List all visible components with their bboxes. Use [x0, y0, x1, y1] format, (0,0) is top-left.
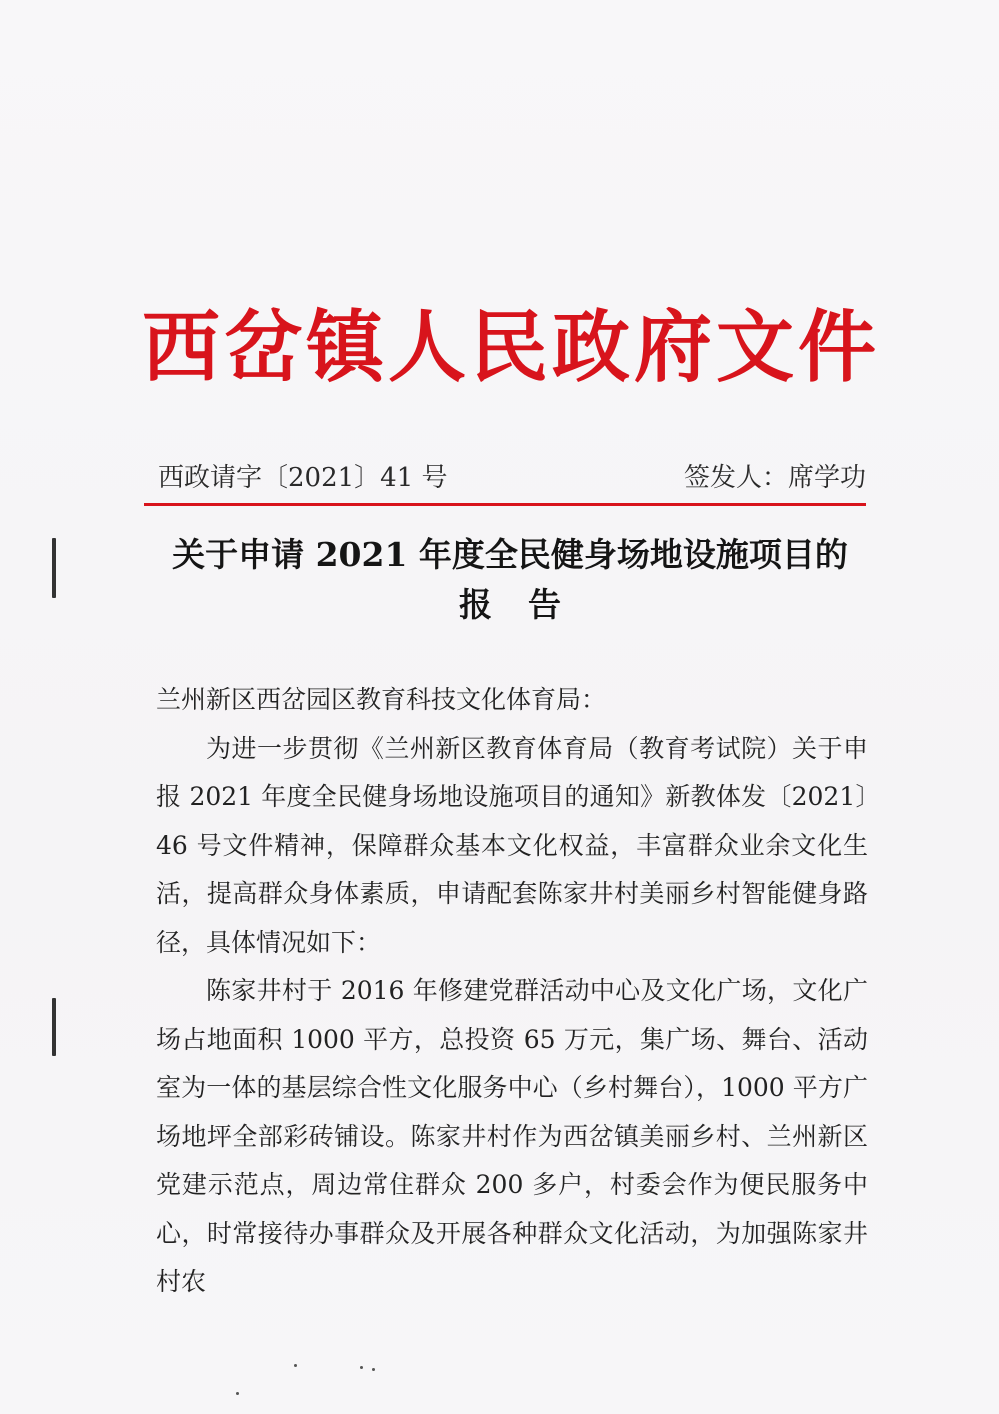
report-title	[130, 530, 890, 630]
scan-speck	[294, 1364, 297, 1367]
paragraph-1: 为进一步贯彻《兰州新区教育体育局（教育考试院）关于申报 2021 年度全民健身场地设施项目的通知》新教体发〔2021〕46 号文件精神，保障群众基本文化权益，丰富群众业余文化生活，提高群众身体素质，申请配套陈家井村美丽乡村智能健身路径，具体情况如下：	[156, 733, 868, 957]
report-title-line1: 关于申请 2021 年度全民健身场地设施项目的	[172, 535, 848, 574]
scan-speck	[236, 1392, 239, 1395]
paragraph-2: 陈家井村于 2016 年修建党群活动中心及文化广场，文化广场占地面积 1000 平方，总投资 65 万元，集广场、舞台、活动室为一体的基层综合性文化服务中心（乡村舞台），1000 平方广场地坪全部彩砖铺设。陈家井村作为西岔镇美丽乡村、兰州新区党建示范点，周边常住群众 200 多户，村委会作为便民服务中心，时常接待办事群众及开展各种群众文化活动，为加强陈家井村农	[156, 976, 868, 1296]
body-text	[156, 676, 868, 1307]
binding-mark-top	[52, 538, 56, 598]
scan-speck	[372, 1368, 375, 1371]
document-meta-row	[158, 458, 866, 498]
scan-speck	[360, 1366, 363, 1369]
report-title-line2: 报告	[459, 585, 597, 624]
greeting: 兰州新区西岔园区教育科技文化体育局：	[156, 685, 607, 714]
signer: 签发人：席学功	[683, 463, 866, 493]
binding-mark-bottom	[52, 998, 56, 1056]
red-divider-line	[144, 503, 866, 506]
document-header-title: 西岔镇人民政府文件	[142, 302, 881, 393]
document-number: 西政请字〔2021〕41 号	[158, 463, 448, 493]
